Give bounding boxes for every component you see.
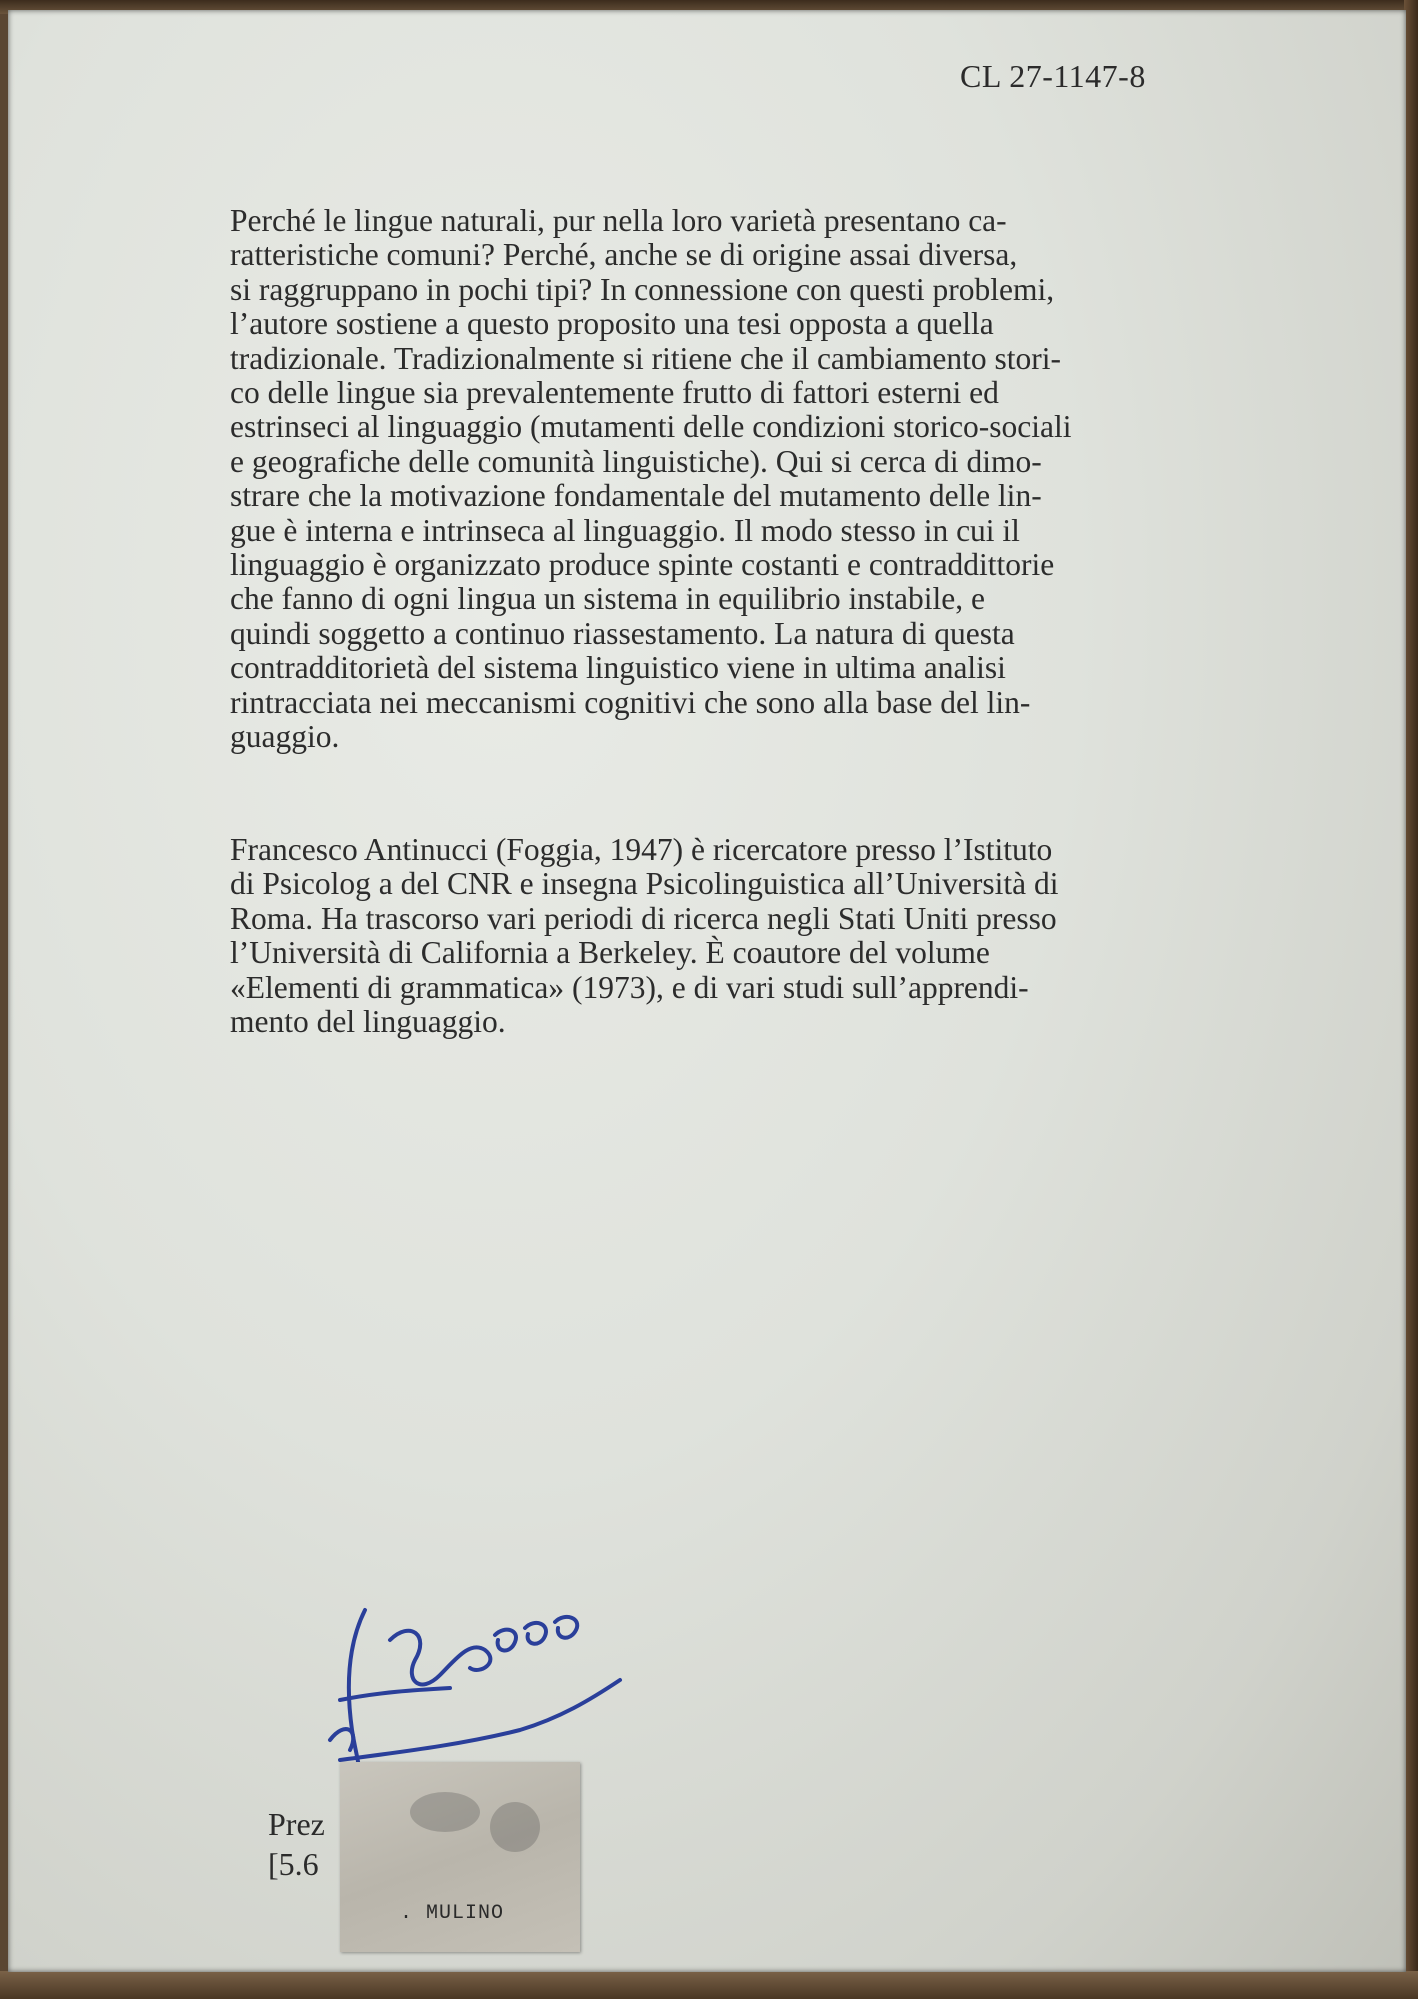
blurb-line: ratteristiche comuni? Perché, anche se di origine assai diversa, <box>230 237 1018 273</box>
sticker-text: . MULINO <box>400 1902 505 1925</box>
bio-line: di Psicolog a del CNR e insegna Psicolinguistica all’Università di <box>230 866 1059 902</box>
blurb-line: che fanno di ogni lingua un sistema in equilibrio instabile, e <box>230 581 985 617</box>
sticker-smudge <box>490 1802 540 1852</box>
blurb-line: co delle lingue sia prevalentemente frutto di fattori esterni ed <box>230 375 999 411</box>
table-background-bottom <box>0 1971 1418 1999</box>
blurb-line: gue è interna e intrinseca al linguaggio. Il modo stesso in cui il <box>230 512 1020 548</box>
blurb-paragraph <box>230 204 1178 755</box>
blurb-line: e geografiche delle comunità linguistiche). Qui si cerca di dimo- <box>230 443 1042 479</box>
blurb-line: Perché le lingue naturali, pur nella loro varietà presentano ca- <box>230 203 1007 238</box>
blurb-line: guaggio. <box>230 719 340 755</box>
bio-line: l’Università di California a Berkeley. È coautore del volume <box>230 935 990 971</box>
blurb-line: tradizionale. Tradizionalmente si ritiene che il cambiamento stori- <box>230 340 1061 376</box>
bio-line: Roma. Ha trascorso vari periodi di ricerca negli Stati Uniti presso <box>230 900 1057 936</box>
sticker-smudge <box>410 1792 480 1832</box>
blurb-line: estrinseci al linguaggio (mutamenti delle condizioni storico-sociali <box>230 409 1072 445</box>
handwritten-signature <box>320 1580 650 1780</box>
bookshop-price-sticker <box>340 1762 580 1952</box>
author-bio-paragraph <box>230 833 1178 1039</box>
blurb-line: rintracciata nei meccanismi cognitivi che sono alla base del lin- <box>230 684 1031 720</box>
bio-line: Francesco Antinucci (Foggia, 1947) è ricercatore presso l’Istituto <box>230 832 1053 867</box>
blurb-line: l’autore sostiene a questo proposito una tesi opposta a quella <box>230 306 994 342</box>
price-label: Prez <box>268 1806 325 1842</box>
catalog-code: CL 27-1147-8 <box>960 58 1146 94</box>
bio-line: «Elementi di grammatica» (1973), e di vari studi sull’apprendi- <box>230 969 1029 1005</box>
blurb-line: contradditorietà del sistema linguistico viene in ultima analisi <box>230 650 1006 686</box>
blurb-line: linguaggio è organizzato produce spinte costanti e contraddittorie <box>230 547 1055 583</box>
bio-line: mento del linguaggio. <box>230 1004 506 1040</box>
blurb-line: strare che la motivazione fondamentale del mutamento delle lin- <box>230 478 1042 514</box>
blurb-line: quindi soggetto a continuo riassestamento. La natura di questa <box>230 615 1015 651</box>
blurb-line: si raggruppano in pochi tipi? In connessione con questi problemi, <box>230 271 1055 307</box>
price-value: [5.6 <box>268 1846 319 1882</box>
table-background-right <box>1404 0 1418 1999</box>
